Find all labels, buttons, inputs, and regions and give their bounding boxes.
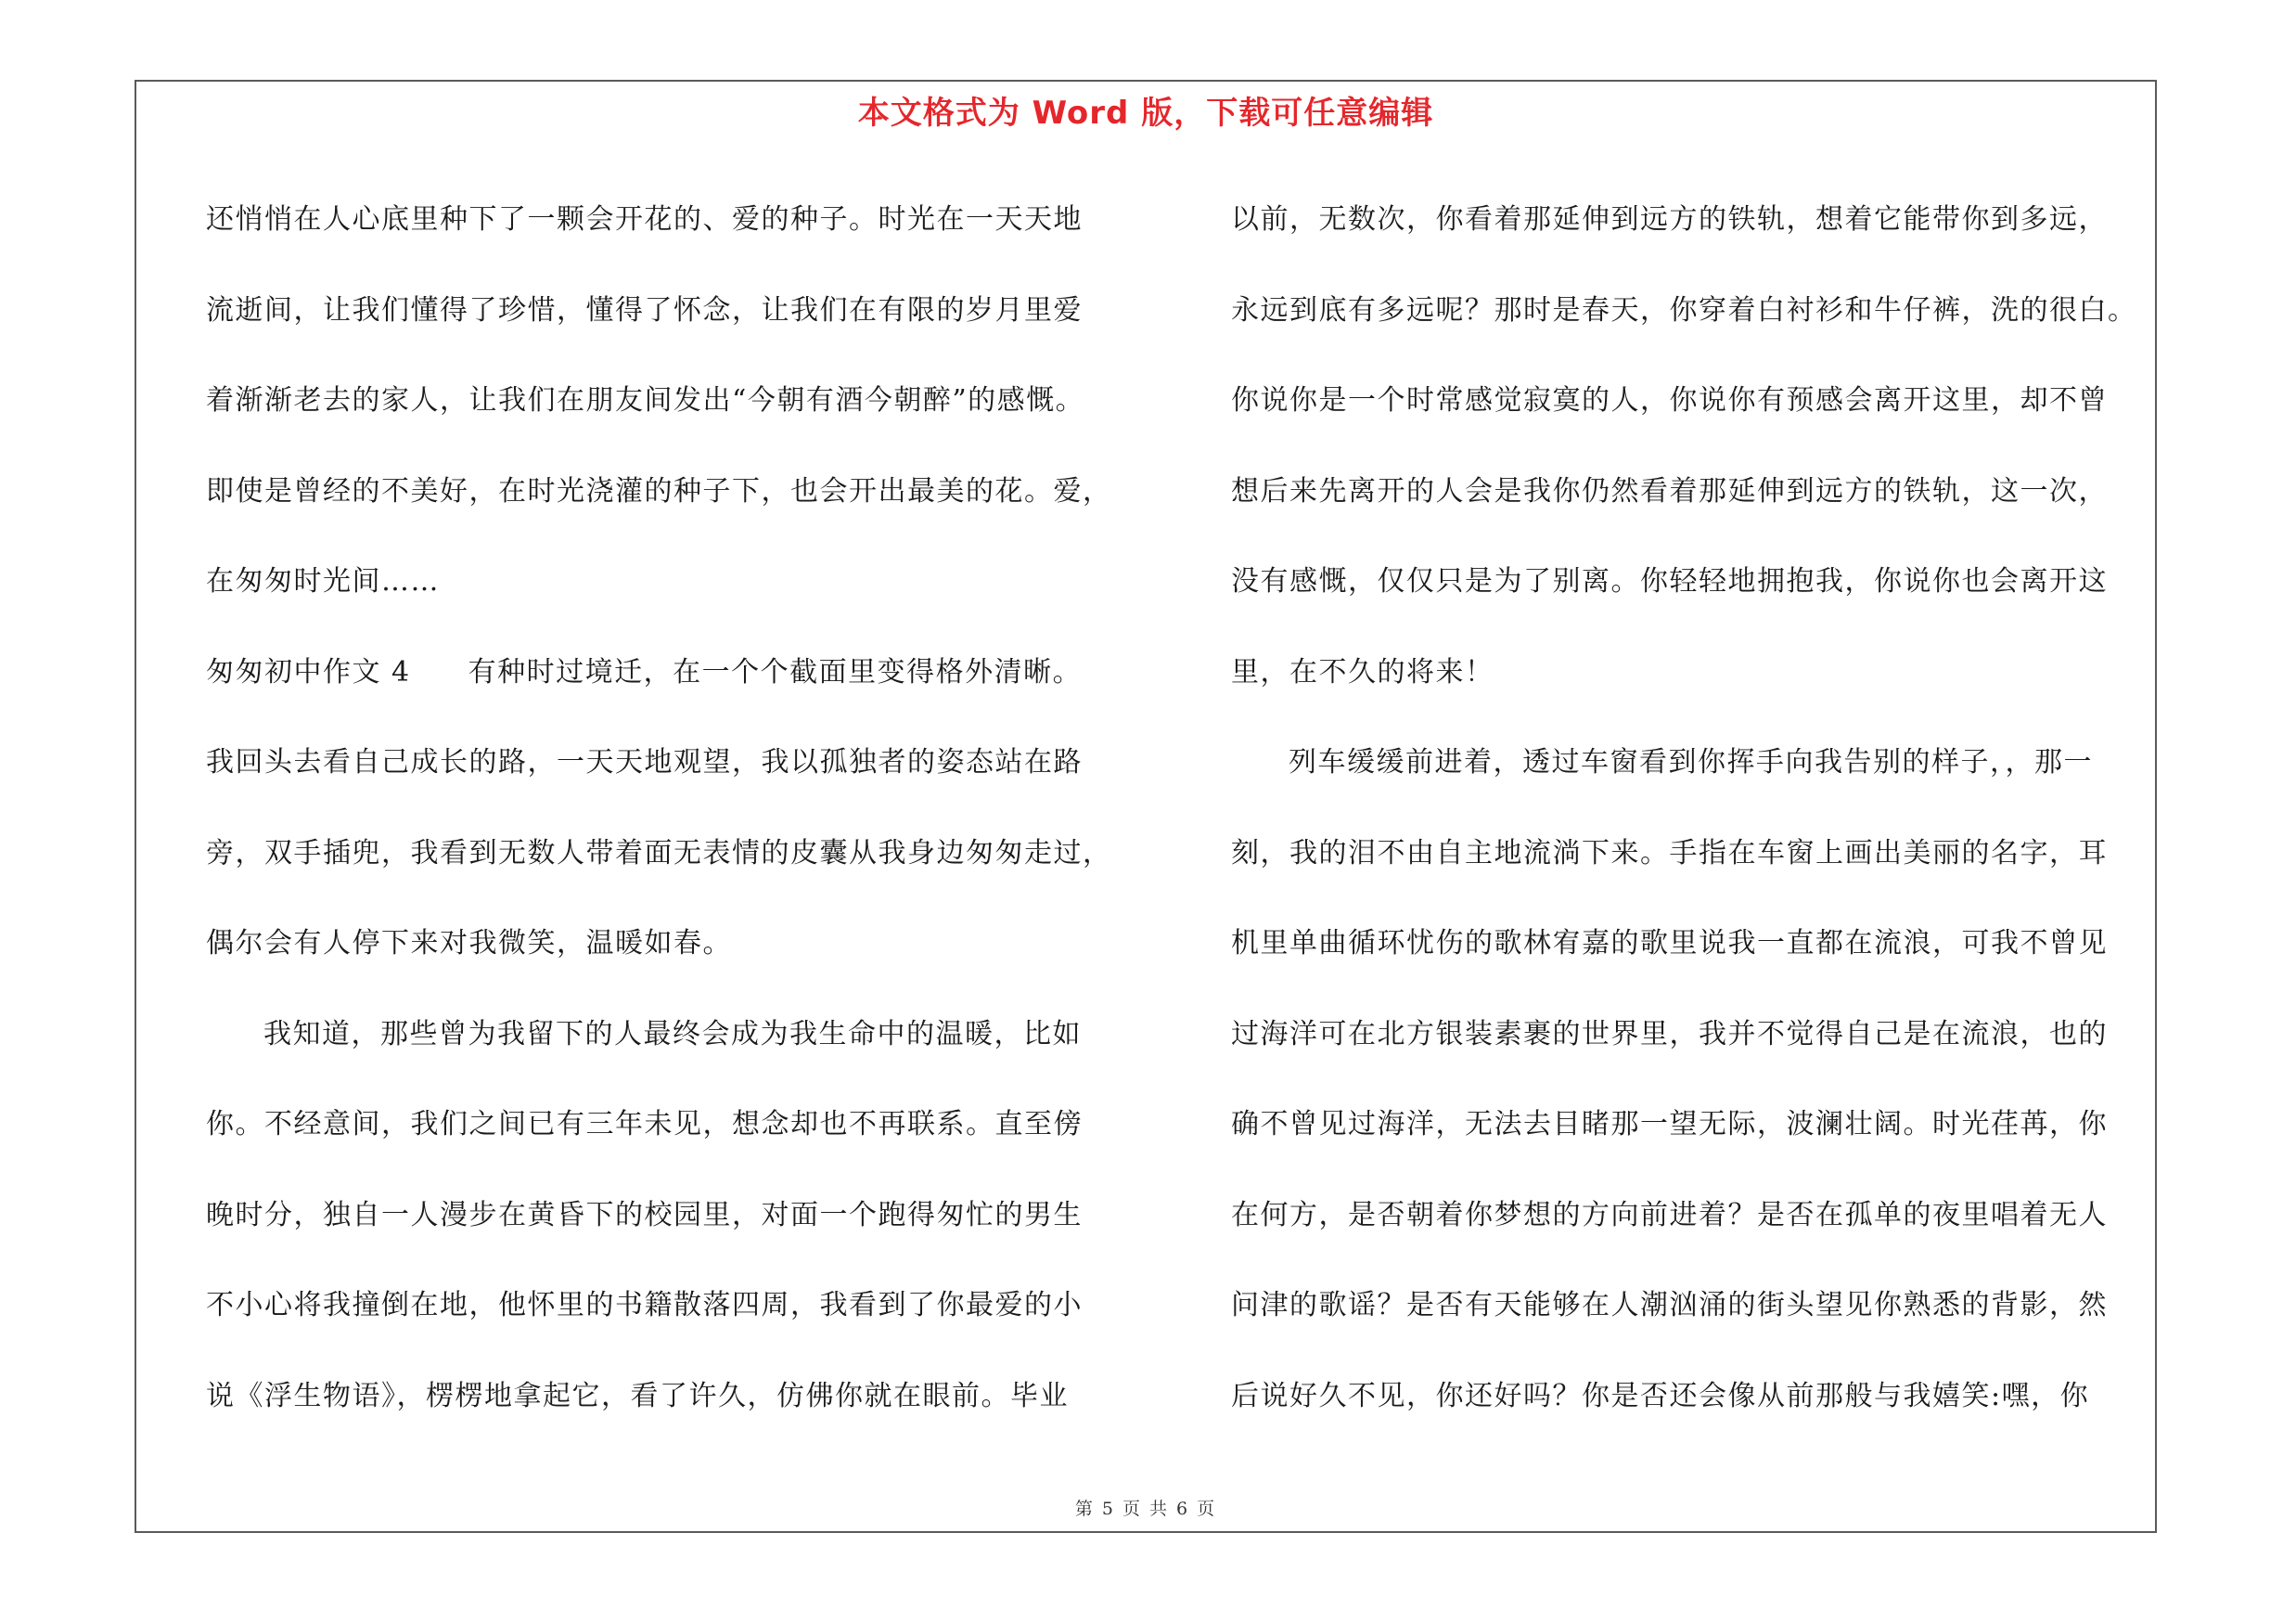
- text-line: 旁，双手插兜，我看到无数人带着面无表情的皮囊从我身边匆匆走过，: [206, 836, 1112, 869]
- left-column: [206, 174, 1152, 1441]
- section-title: 匆匆初中作文 4: [206, 655, 411, 689]
- text-line: 在匆匆时光间……: [206, 565, 440, 598]
- text-line: 我回头去看自己成长的路，一天天地观望，我以孤独者的姿态站在路: [206, 746, 1083, 779]
- text-line: 在何方，是否朝着你梦想的方向前进着？是否在孤单的夜里唱着无人: [1231, 1198, 2108, 1231]
- text-line: 没有感慨，仅仅只是为了别离。你轻轻地拥抱我，你说你也会离开这: [1231, 565, 2108, 598]
- text-line: 即使是曾经的不美好，在时光浇灌的种子下，也会开出最美的花。爱，: [206, 474, 1112, 508]
- text-line: 流逝间，让我们懂得了珍惜，懂得了怀念，让我们在有限的岁月里爱: [206, 293, 1083, 327]
- text-line: 你说你是一个时常感觉寂寞的人，你说你有预感会离开这里，却不曾: [1231, 384, 2108, 417]
- text-line: 晚时分，独自一人漫步在黄昏下的校园里，对面一个跑得匆忙的男生: [206, 1198, 1083, 1231]
- text-line: 过海洋可在北方银装素裹的世界里，我并不觉得自己是在流浪，也的: [1231, 1017, 2108, 1050]
- page-number: 第 5 页 共 6 页: [1074, 1499, 1217, 1519]
- text-line: 以前，无数次，你看着那延伸到远方的铁轨，想着它能带你到多远，: [1231, 203, 2108, 236]
- text-line: 想后来先离开的人会是我你仍然看着那延伸到远方的铁轨，这一次，: [1231, 474, 2108, 508]
- section-title-line: [206, 627, 1152, 718]
- document-page: [135, 80, 2157, 1533]
- text-line: 永远到底有多远呢？那时是春天，你穿着白衬衫和牛仔裤，洗的很白。: [1231, 293, 2137, 327]
- text-line: 不小心将我撞倒在地，他怀里的书籍散落四周，我看到了你最爱的小: [206, 1289, 1083, 1321]
- text-line: 机里单曲循环忧伤的歌林宥嘉的歌里说我一直都在流浪，可我不曾见: [1231, 927, 2108, 960]
- section-first-line: 有种时过境迁，在一个个截面里变得格外清晰。: [468, 655, 1083, 689]
- text-line: 还悄悄在人心底里种下了一颗会开花的、爱的种子。时光在一天天地: [206, 203, 1083, 236]
- paragraph-first-line: 我知道，那些曾为我留下的人最终会成为我生命中的温暖，比如: [263, 1017, 1082, 1050]
- text-line: 后说好久不见，你还好吗？你是否还会像从前那般与我嬉笑:嘿，你: [1231, 1379, 2090, 1412]
- text-line: 说《浮生物语》，楞楞地拿起它，看了许久，仿佛你就在眼前。毕业: [206, 1379, 1069, 1412]
- text-line: 着渐渐老去的家人，让我们在朋友间发出“今朝有酒今朝醉”的感慨。: [206, 384, 1085, 417]
- text-line: 你。不经意间，我们之间已有三年未见，想念却也不再联系。直至傍: [206, 1108, 1083, 1140]
- text-line: 刻，我的泪不由自主地流淌下来。手指在车窗上画出美丽的名字，耳: [1231, 836, 2108, 869]
- text-line: 确不曾见过海洋，无法去目睹那一望无际，波澜壮阔。时光荏苒，你: [1231, 1108, 2108, 1140]
- text-line: 里，在不久的将来！: [1231, 655, 1494, 689]
- text-line: 偶尔会有人停下来对我微笑，温暖如春。: [206, 927, 732, 960]
- right-column: [1231, 174, 2159, 1441]
- document-header: 本文格式为 Word 版，下载可任意编辑: [857, 95, 1434, 132]
- text-line: 问津的歌谣？是否有天能够在人潮汹涌的街头望见你熟悉的背影，然: [1231, 1289, 2108, 1321]
- paragraph-first-line: 列车缓缓前进着，透过车窗看到你挥手向我告别的样子，，那一: [1289, 746, 2093, 779]
